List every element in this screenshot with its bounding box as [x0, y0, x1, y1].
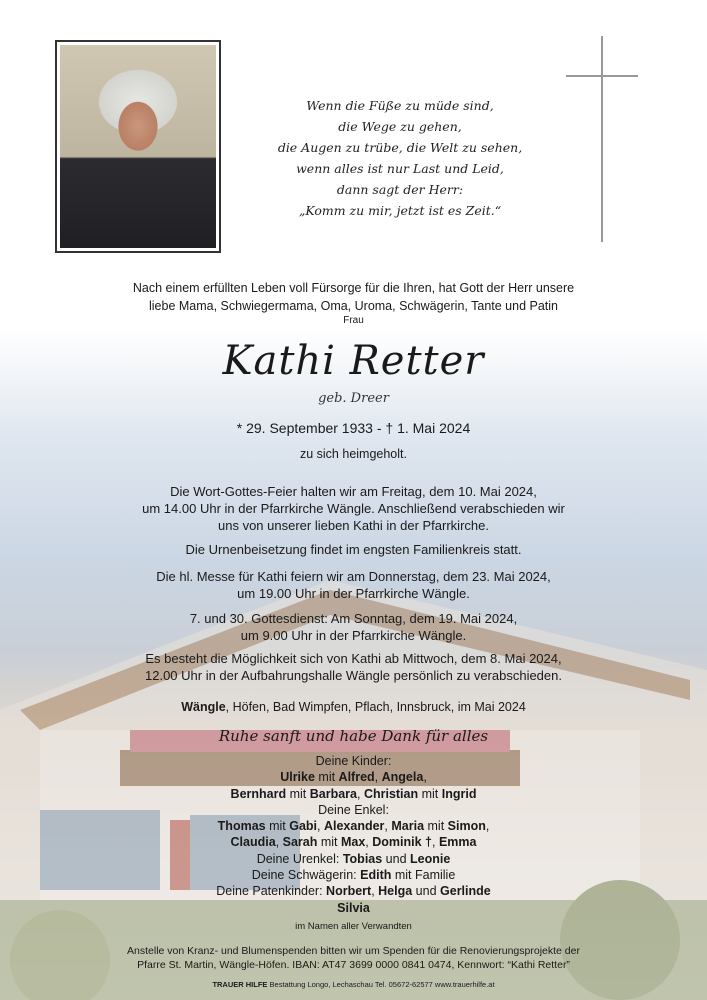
- family-line: Bernhard mit Barbara, Christian mit Ingrid: [230, 786, 477, 801]
- paragraph-line: 7. und 30. Gottesdienst: Am Sonntag, dem 19. Mai 2024,: [189, 611, 518, 626]
- footer-text: Bestattung Longo, Lechaschau Tel. 05672-62577 www.trauerhilfe.at: [267, 980, 495, 989]
- cross-icon-bar: [566, 75, 638, 77]
- closing-phrase: Ruhe sanft und habe Dank für alles: [218, 727, 489, 745]
- notice-line: Pfarre St. Martin, Wängle-Höfen. IBAN: AT47 3699 0000 0841 0474, Kennwort: “Kathi Retter”: [137, 959, 570, 971]
- life-dates: * 29. September 1933 - † 1. Mai 2024: [236, 420, 471, 436]
- poem-line: dann sagt der Herr:: [336, 182, 464, 197]
- family-line: Claudia, Sarah mit Max, Dominik †, Emma: [230, 835, 477, 850]
- poem-line: Wenn die Füße zu müde sind,: [306, 98, 494, 113]
- service-paragraph: [0, 483, 707, 534]
- place-rest: , Höfen, Bad Wimpfen, Pflach, Innsbruck, im Mai 2024: [225, 700, 526, 714]
- family-list: [0, 753, 707, 916]
- place-first: Wängle: [181, 700, 226, 714]
- heimgeholt-text: zu sich heimgeholt.: [299, 447, 407, 461]
- portrait-photo-frame: [55, 40, 221, 253]
- paragraph-line: uns von unserer lieben Kathi in der Pfarrkirche.: [218, 518, 489, 533]
- family-line: Deine Patenkinder: Norbert, Helga und Gerlinde: [216, 884, 491, 899]
- mass-paragraph: [0, 568, 707, 602]
- deceased-name: Kathi Retter: [222, 338, 485, 384]
- intro-text: [0, 279, 707, 315]
- poem-line: die Wege zu gehen,: [338, 119, 462, 134]
- family-line: Thomas mit Gabi, Alexander, Maria mit Simon,: [217, 819, 490, 834]
- donation-notice: [0, 944, 707, 972]
- intro-line: liebe Mama, Schwiegermama, Oma, Uroma, Schwägerin, Tante und Patin: [149, 299, 558, 313]
- paragraph-line: 12.00 Uhr in der Aufbahrungshalle Wängle persönlich zu verabschieden.: [145, 668, 562, 683]
- family-label: Deine Enkel:: [318, 802, 389, 817]
- burial-paragraph: [0, 541, 707, 558]
- cross-icon: [601, 36, 603, 242]
- poem-line: wenn alles ist nur Last und Leid,: [296, 161, 504, 176]
- poem-line: „Komm zu mir, jetzt ist es Zeit.“: [298, 203, 502, 218]
- paragraph-line: Es besteht die Möglichkeit sich von Kathi ab Mittwoch, dem 8. Mai 2024,: [145, 651, 562, 666]
- intro-line: Nach einem erfüllten Leben voll Fürsorge für die Ihren, hat Gott der Herr unsere: [132, 281, 575, 295]
- memorial-service-paragraph: [0, 610, 707, 644]
- viewing-paragraph: [0, 650, 707, 684]
- footer: [0, 980, 707, 989]
- paragraph-line: Die Urnenbeisetzung findet im engsten Familienkreis statt.: [185, 542, 522, 557]
- family-label: Deine Kinder:: [315, 754, 392, 768]
- poem: [240, 95, 560, 221]
- salutation: Frau: [343, 315, 364, 326]
- portrait-photo: [60, 45, 216, 248]
- place-date: [0, 700, 707, 714]
- poem-line: die Augen zu trübe, die Welt zu sehen,: [277, 140, 523, 155]
- paragraph-line: um 19.00 Uhr in der Pfarrkirche Wängle.: [237, 586, 470, 601]
- footer-brand: TRAUER HILFE: [212, 980, 268, 989]
- paragraph-line: Die hl. Messe für Kathi feiern wir am Donnerstag, dem 23. Mai 2024,: [156, 569, 551, 584]
- family-line: Silvia: [337, 900, 370, 915]
- paragraph-line: um 14.00 Uhr in der Pfarrkirche Wängle. Anschließend verabschieden wir: [142, 501, 565, 516]
- birth-name: geb. Dreer: [318, 391, 389, 406]
- relatives-note: im Namen aller Verwandten: [295, 921, 412, 932]
- notice-line: Anstelle von Kranz- und Blumenspenden bitten wir um Spenden für die Renovierungsprojekte der: [127, 945, 580, 957]
- paragraph-line: Die Wort-Gottes-Feier halten wir am Freitag, dem 10. Mai 2024,: [170, 484, 537, 499]
- family-line: Deine Schwägerin: Edith mit Familie: [251, 868, 456, 883]
- family-line: Ulrike mit Alfred, Angela,: [280, 770, 427, 785]
- family-line: Deine Urenkel: Tobias und Leonie: [256, 851, 451, 866]
- paragraph-line: um 9.00 Uhr in der Pfarrkirche Wängle.: [240, 628, 467, 643]
